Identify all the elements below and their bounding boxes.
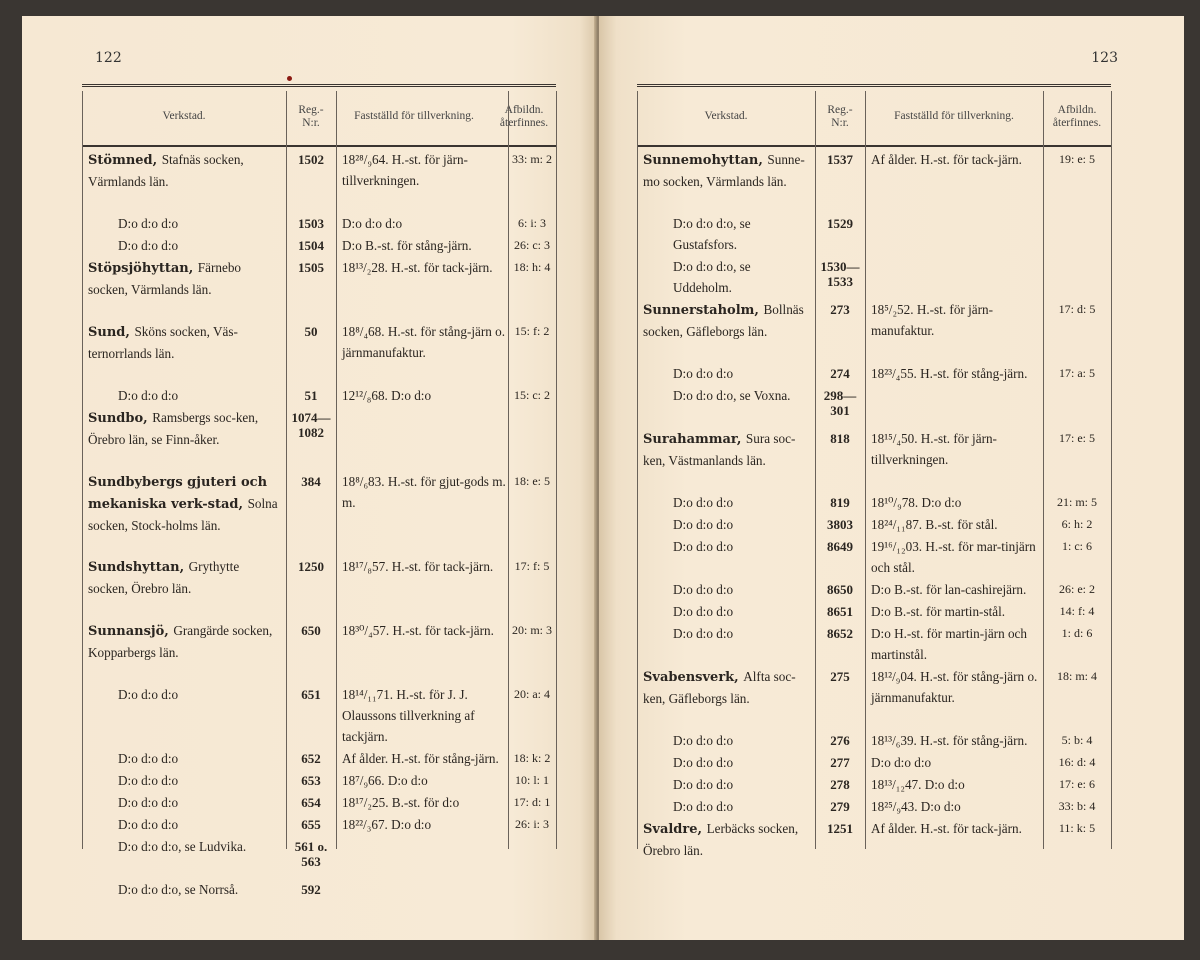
reg-number: 275 xyxy=(830,669,850,684)
figure-reference: 10: l: 1 xyxy=(514,773,549,787)
workshop-cell xyxy=(643,428,811,471)
figure-reference: 21: m: 5 xyxy=(1056,495,1097,509)
header-figure: Afbildn. återfinnes. xyxy=(499,103,549,129)
workshop-location: D:o d:o d:o xyxy=(118,388,179,403)
reg-number: 1530— 1533 xyxy=(820,259,860,289)
figure-reference: 17: e: 5 xyxy=(1059,431,1095,445)
workshop-cell xyxy=(643,730,811,751)
established-text: 18¹⁷/₂25. B.-st. för d:o xyxy=(342,795,460,810)
workshop-cell xyxy=(88,471,280,536)
workshop-cell xyxy=(88,770,280,791)
established-text: 18⁷/₉66. D:o d:o xyxy=(342,773,428,788)
column-rule xyxy=(1111,91,1112,849)
table-header xyxy=(82,89,556,147)
established-text: Af ålder. H.-st. för tack-järn. xyxy=(871,152,1022,167)
register-table-left xyxy=(82,84,556,897)
workshop-cell xyxy=(643,796,811,817)
workshop-cell xyxy=(88,213,280,234)
workshop-cell xyxy=(88,748,280,769)
reg-number: 651 xyxy=(301,687,321,702)
figure-reference: 18: h: 4 xyxy=(513,260,551,274)
reg-number: 1251 xyxy=(827,821,853,836)
header-workshop: Verkstad. xyxy=(162,110,206,123)
reg-number: 650 xyxy=(301,623,321,638)
figure-reference: 1: d: 6 xyxy=(1061,626,1093,640)
established-text: 19¹⁶/₁₂03. H.-st. för mar-tinjärn och stål. xyxy=(871,539,1036,575)
workshop-cell xyxy=(643,492,811,513)
workshop-location: D:o d:o d:o, se Gustafsfors. xyxy=(673,216,751,252)
workshop-cell xyxy=(643,666,811,709)
reg-number: 592 xyxy=(301,882,321,897)
workshop-location: Bollnäs socken, Gäfleborgs län. xyxy=(643,302,804,339)
register-table-right xyxy=(637,84,1111,858)
reg-number: 1537 xyxy=(827,152,853,167)
established-text: Af ålder. H.-st. för stång-järn. xyxy=(342,751,499,766)
established-text: 18⁸/₄68. H.-st. för stång-järn o. järnmanufaktur. xyxy=(342,324,506,360)
workshop-cell xyxy=(643,299,811,342)
figure-reference: 18: e: 5 xyxy=(514,474,550,488)
workshop-location: D:o d:o d:o xyxy=(118,751,179,766)
workshop-name: Surahammar, xyxy=(643,432,746,447)
workshop-location: D:o d:o d:o xyxy=(118,238,179,253)
figure-reference: 1: c: 6 xyxy=(1062,539,1092,553)
ink-dot xyxy=(287,76,292,81)
column-rule xyxy=(865,91,866,849)
reg-number: 274 xyxy=(830,366,850,381)
reg-number: 1529 xyxy=(827,216,853,231)
workshop-cell xyxy=(88,556,280,599)
figure-reference: 14: f: 4 xyxy=(1059,604,1095,618)
workshop-cell xyxy=(643,774,811,795)
workshop-cell xyxy=(88,407,280,450)
workshop-name: Sunnemohyttan, xyxy=(643,153,768,168)
workshop-name: Sundbybergs gjuteri och mekaniska verk-stad, xyxy=(88,475,268,512)
reg-number: 561 o. 563 xyxy=(294,839,328,869)
figure-reference: 17: d: 5 xyxy=(1058,302,1096,316)
workshop-cell xyxy=(643,752,811,773)
workshop-location: Färnebo socken, Värmlands län. xyxy=(88,260,242,297)
established-text: 18¹⁵/₄50. H.-st. för järn-tillverkningen. xyxy=(871,431,997,467)
workshop-location: D:o d:o d:o xyxy=(118,795,179,810)
established-text: D:o B.-st. för stång-järn. xyxy=(342,238,472,253)
figure-reference: 26: e: 2 xyxy=(1059,582,1095,596)
established-text: 18¹⁷/₈57. H.-st. för tack-järn. xyxy=(342,559,494,574)
established-text: 18²³/₄55. H.-st. för stång-järn. xyxy=(871,366,1028,381)
workshop-location: D:o d:o d:o xyxy=(673,604,734,619)
figure-reference: 20: a: 4 xyxy=(514,687,550,701)
established-text: 12¹²/₈68. D:o d:o xyxy=(342,388,432,403)
reg-number: 277 xyxy=(830,755,850,770)
workshop-cell xyxy=(88,684,280,705)
established-text: Af ålder. H.-st. för tack-järn. xyxy=(871,821,1022,836)
reg-number: 50 xyxy=(304,324,318,339)
workshop-name: Sund, xyxy=(88,325,135,340)
workshop-name: Stömned, xyxy=(88,153,162,168)
column-rule xyxy=(815,91,816,849)
figure-reference: 19: e: 5 xyxy=(1059,152,1095,166)
workshop-cell xyxy=(88,149,280,192)
right-page xyxy=(599,16,1184,940)
workshop-location: Stafnäs socken, Värmlands län. xyxy=(88,152,244,189)
workshop-location: Grangärde socken, Kopparbergs län. xyxy=(88,623,273,660)
workshop-name: Sunnansjö, xyxy=(88,624,174,639)
reg-number: 1505 xyxy=(298,260,324,275)
workshop-location: Lerbäcks socken, Örebro län. xyxy=(643,821,799,858)
reg-number: 1250 xyxy=(298,559,324,574)
workshop-name: Sundbo, xyxy=(88,411,153,426)
page-number-left: 122 xyxy=(95,50,122,66)
page-number-right: 123 xyxy=(1091,50,1118,66)
figure-reference: 33: m: 2 xyxy=(511,152,552,166)
column-rule xyxy=(82,91,83,849)
figure-reference: 16: d: 4 xyxy=(1058,755,1096,769)
workshop-cell xyxy=(88,235,280,256)
workshop-name: Sundshyttan, xyxy=(88,560,189,575)
header-established: Fastställd för tillverkning. xyxy=(354,110,474,123)
workshop-location: D:o d:o d:o xyxy=(118,817,179,832)
workshop-cell xyxy=(88,321,280,364)
workshop-location: D:o d:o d:o xyxy=(118,687,179,702)
reg-number: 8651 xyxy=(827,604,853,619)
table-header xyxy=(637,89,1111,147)
established-text: 18⁸/₆83. H.-st. för gjut-gods m. m. xyxy=(342,474,506,510)
workshop-location: Solna socken, Stock-holms län. xyxy=(88,496,278,533)
workshop-cell xyxy=(88,814,280,835)
reg-number: 279 xyxy=(830,799,850,814)
workshop-cell xyxy=(643,623,811,644)
workshop-location: Sköns socken, Väs-ternorrlands län. xyxy=(88,324,238,361)
workshop-cell xyxy=(88,620,280,663)
reg-number: 51 xyxy=(304,388,318,403)
workshop-cell xyxy=(643,213,811,255)
workshop-location: D:o d:o d:o, se Norrså. xyxy=(118,882,239,897)
workshop-location: D:o d:o d:o xyxy=(673,733,734,748)
workshop-cell xyxy=(643,536,811,557)
column-rule xyxy=(336,91,337,849)
workshop-location: D:o d:o d:o xyxy=(673,799,734,814)
figure-reference: 11: k: 5 xyxy=(1058,821,1096,835)
workshop-cell xyxy=(643,601,811,622)
reg-number: 1503 xyxy=(298,216,324,231)
workshop-name: Stöpsjöhyttan, xyxy=(88,261,198,276)
reg-number: 652 xyxy=(301,751,321,766)
reg-number: 8652 xyxy=(827,626,853,641)
workshop-location: D:o d:o d:o xyxy=(118,773,179,788)
reg-number: 1502 xyxy=(298,152,324,167)
workshop-cell xyxy=(88,257,280,300)
column-rule xyxy=(637,91,638,849)
established-text: D:o B.-st. för martin-stål. xyxy=(871,604,1006,619)
established-text: 18⁵/₂52. H.-st. för järn-manufaktur. xyxy=(871,302,993,338)
workshop-location: D:o d:o d:o, se Ludvika. xyxy=(118,839,247,854)
header-workshop: Verkstad. xyxy=(704,110,748,123)
workshop-cell xyxy=(643,149,811,192)
figure-reference: 17: a: 5 xyxy=(1059,366,1095,380)
figure-reference: 20: m: 3 xyxy=(511,623,552,637)
workshop-location: Sunne-mo socken, Värmlands län. xyxy=(643,152,805,189)
workshop-location: D:o d:o d:o, se Voxna. xyxy=(673,388,791,403)
workshop-location: D:o d:o d:o xyxy=(673,366,734,381)
workshop-location: D:o d:o d:o xyxy=(673,495,734,510)
book-spread xyxy=(22,16,1184,940)
figure-reference: 15: f: 2 xyxy=(514,324,550,338)
workshop-name: Svaldre, xyxy=(643,822,707,837)
reg-number: 819 xyxy=(830,495,850,510)
column-rule xyxy=(508,91,509,849)
established-text: 18²⁵/₉43. D:o d:o xyxy=(871,799,961,814)
reg-number: 8650 xyxy=(827,582,853,597)
left-page xyxy=(22,16,597,940)
workshop-cell xyxy=(643,385,811,406)
workshop-location: Sura soc-ken, Västmanlands län. xyxy=(643,431,796,468)
figure-reference: 26: c: 3 xyxy=(514,238,550,252)
established-text: D:o d:o d:o xyxy=(871,755,932,770)
workshop-cell xyxy=(88,879,280,900)
established-text: 18¹³/₁₂47. D:o d:o xyxy=(871,777,965,792)
figure-reference: 17: e: 6 xyxy=(1059,777,1095,791)
figure-reference: 18: k: 2 xyxy=(513,751,551,765)
reg-number: 3803 xyxy=(827,517,853,532)
figure-reference: 18: m: 4 xyxy=(1056,669,1097,683)
reg-number: 1504 xyxy=(298,238,324,253)
reg-number: 654 xyxy=(301,795,321,810)
column-rule xyxy=(556,91,557,849)
established-text: 18¹³/₆39. H.-st. för stång-järn. xyxy=(871,733,1028,748)
figure-reference: 17: f: 5 xyxy=(514,559,550,573)
workshop-location: Alfta soc-ken, Gäfleborgs län. xyxy=(643,669,796,706)
reg-number: 298— 301 xyxy=(823,388,857,418)
figure-reference: 5: b: 4 xyxy=(1061,733,1093,747)
established-text: 18¹⁴/₁₁71. H.-st. för J. J. Olaussons tillverkning af tackjärn. xyxy=(342,687,475,744)
figure-reference: 33: b: 4 xyxy=(1058,799,1096,813)
established-text: 18²⁴/₁₁87. B.-st. för stål. xyxy=(871,517,998,532)
header-established: Fastställd för tillverkning. xyxy=(894,110,1014,123)
established-text: 18¹³/₂28. H.-st. för tack-järn. xyxy=(342,260,493,275)
workshop-cell xyxy=(88,836,280,857)
workshop-cell xyxy=(88,792,280,813)
reg-number: 276 xyxy=(830,733,850,748)
reg-number: 273 xyxy=(830,302,850,317)
workshop-location: D:o d:o d:o xyxy=(673,755,734,770)
figure-reference: 6: h: 2 xyxy=(1061,517,1093,531)
workshop-name: Sunnerstaholm, xyxy=(643,303,764,318)
established-text: 18¹⁰/₉78. D:o d:o xyxy=(871,495,962,510)
established-text: 18²⁸/₉64. H.-st. för järn-tillverkningen. xyxy=(342,152,468,188)
workshop-location: D:o d:o d:o xyxy=(118,216,179,231)
workshop-cell xyxy=(643,514,811,535)
header-reg: Reg.- N:r. xyxy=(827,103,853,129)
figure-reference: 26: i: 3 xyxy=(514,817,549,831)
reg-number: 384 xyxy=(301,474,321,489)
workshop-location: D:o d:o d:o xyxy=(673,539,734,554)
established-text: D:o d:o d:o xyxy=(342,216,403,231)
workshop-cell xyxy=(643,256,811,298)
header-reg: Reg.- N:r. xyxy=(298,103,324,129)
workshop-location: Grythytte socken, Örebro län. xyxy=(88,559,240,596)
workshop-cell xyxy=(88,385,280,406)
workshop-cell xyxy=(643,363,811,384)
established-text: D:o B.-st. för lan-cashirejärn. xyxy=(871,582,1027,597)
figure-reference: 15: c: 2 xyxy=(514,388,550,402)
figure-reference: 17: d: 1 xyxy=(513,795,551,809)
workshop-location: D:o d:o d:o xyxy=(673,626,734,641)
workshop-location: D:o d:o d:o xyxy=(673,517,734,532)
workshop-location: Ramsbergs soc-ken, Örebro län, se Finn-åker. xyxy=(88,410,259,447)
workshop-location: D:o d:o d:o, se Uddeholm. xyxy=(673,259,751,295)
established-text: D:o H.-st. för martin-järn och martinstål. xyxy=(871,626,1028,662)
workshop-cell xyxy=(643,818,811,861)
reg-number: 653 xyxy=(301,773,321,788)
established-text: 18²²/₃67. D:o d:o xyxy=(342,817,432,832)
workshop-location: D:o d:o d:o xyxy=(673,582,734,597)
reg-number: 1074— 1082 xyxy=(291,410,331,440)
column-rule xyxy=(286,91,287,849)
reg-number: 278 xyxy=(830,777,850,792)
established-text: 18³⁰/₄57. H.-st. för tack-järn. xyxy=(342,623,494,638)
header-figure: Afbildn. återfinnes. xyxy=(1052,103,1102,129)
workshop-name: Svabensverk, xyxy=(643,670,744,685)
reg-number: 655 xyxy=(301,817,321,832)
workshop-location: D:o d:o d:o xyxy=(673,777,734,792)
reg-number: 8649 xyxy=(827,539,853,554)
established-text: 18¹²/₉04. H.-st. för stång-järn o. järnmanufaktur. xyxy=(871,669,1038,705)
figure-reference: 6: i: 3 xyxy=(517,216,546,230)
reg-number: 818 xyxy=(830,431,850,446)
workshop-cell xyxy=(643,579,811,600)
